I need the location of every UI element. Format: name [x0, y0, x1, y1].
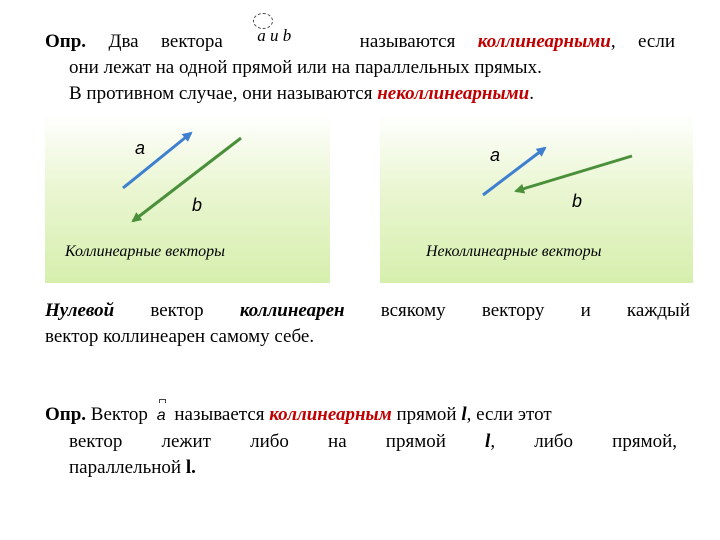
vector-b-label: b — [192, 195, 203, 215]
zero-vector-paragraph — [45, 298, 690, 350]
def2-text1: Вектор — [90, 404, 148, 425]
def1-line2: они лежат на одной прямой или на параллельных прямых. — [69, 57, 542, 78]
def2-text3: прямой — [396, 404, 457, 425]
zero-term1: Нулевой — [45, 300, 115, 321]
def1-text2: называются — [359, 31, 456, 52]
def1-text1: Два вектора — [108, 31, 223, 52]
zero-line1 — [45, 298, 690, 324]
def1-line3-text: В противном случае, они называются — [69, 83, 373, 104]
def1-term2: неколлинеарными — [377, 83, 530, 104]
def2-text2: называется — [174, 404, 265, 425]
def2-line2 — [45, 429, 677, 455]
def1-line3 — [45, 81, 675, 107]
def1-vector-pair — [245, 25, 337, 47]
def1-text3: , если — [610, 31, 676, 52]
noncollinear-caption: Неколлинеарные векторы — [426, 243, 602, 260]
vector-b-arrow — [516, 156, 632, 191]
zero-line2: вектор коллинеарен самому себе. — [45, 326, 315, 347]
vector-a-label: a — [490, 145, 501, 165]
def2-l1: l — [461, 404, 467, 425]
def2-term: коллинеарным — [269, 404, 392, 425]
def1-term: коллинеарными — [477, 31, 611, 52]
def2-l2: l — [485, 431, 491, 452]
def1-vectors: a и b — [257, 26, 292, 45]
vector-a-arrow — [123, 133, 191, 188]
def2-text4: , если этот — [466, 404, 552, 425]
def2-line3-a: параллельной — [69, 457, 182, 478]
def2-line1 — [45, 402, 677, 429]
def1-opr: Опр. — [45, 31, 87, 52]
vector-b-arrow — [133, 138, 241, 221]
def2-line3 — [45, 455, 677, 481]
def2-opr: Опр. — [45, 404, 87, 425]
vector-a-label: a — [135, 138, 146, 158]
def2-line2-b: , либо прямой, — [490, 431, 678, 452]
def1-line1 — [45, 25, 675, 55]
definition-collinear — [45, 25, 675, 107]
collinear-caption: Коллинеарные векторы — [65, 243, 225, 260]
def2-l3: l. — [185, 457, 196, 478]
def2-vector: a — [157, 403, 166, 429]
collinear-vectors-panel — [45, 113, 330, 283]
noncollinear-vectors-panel — [380, 113, 693, 283]
def2-line2-a: вектор лежит либо на прямой — [69, 431, 446, 452]
vector-b-label: b — [572, 191, 583, 211]
definition-collinear-line — [45, 402, 677, 481]
def1-line3-end: . — [529, 83, 534, 104]
zero-text1: вектор — [150, 300, 204, 321]
zero-term2: коллинеарен — [239, 300, 345, 321]
zero-text2: всякому вектору и каждый — [380, 300, 690, 321]
